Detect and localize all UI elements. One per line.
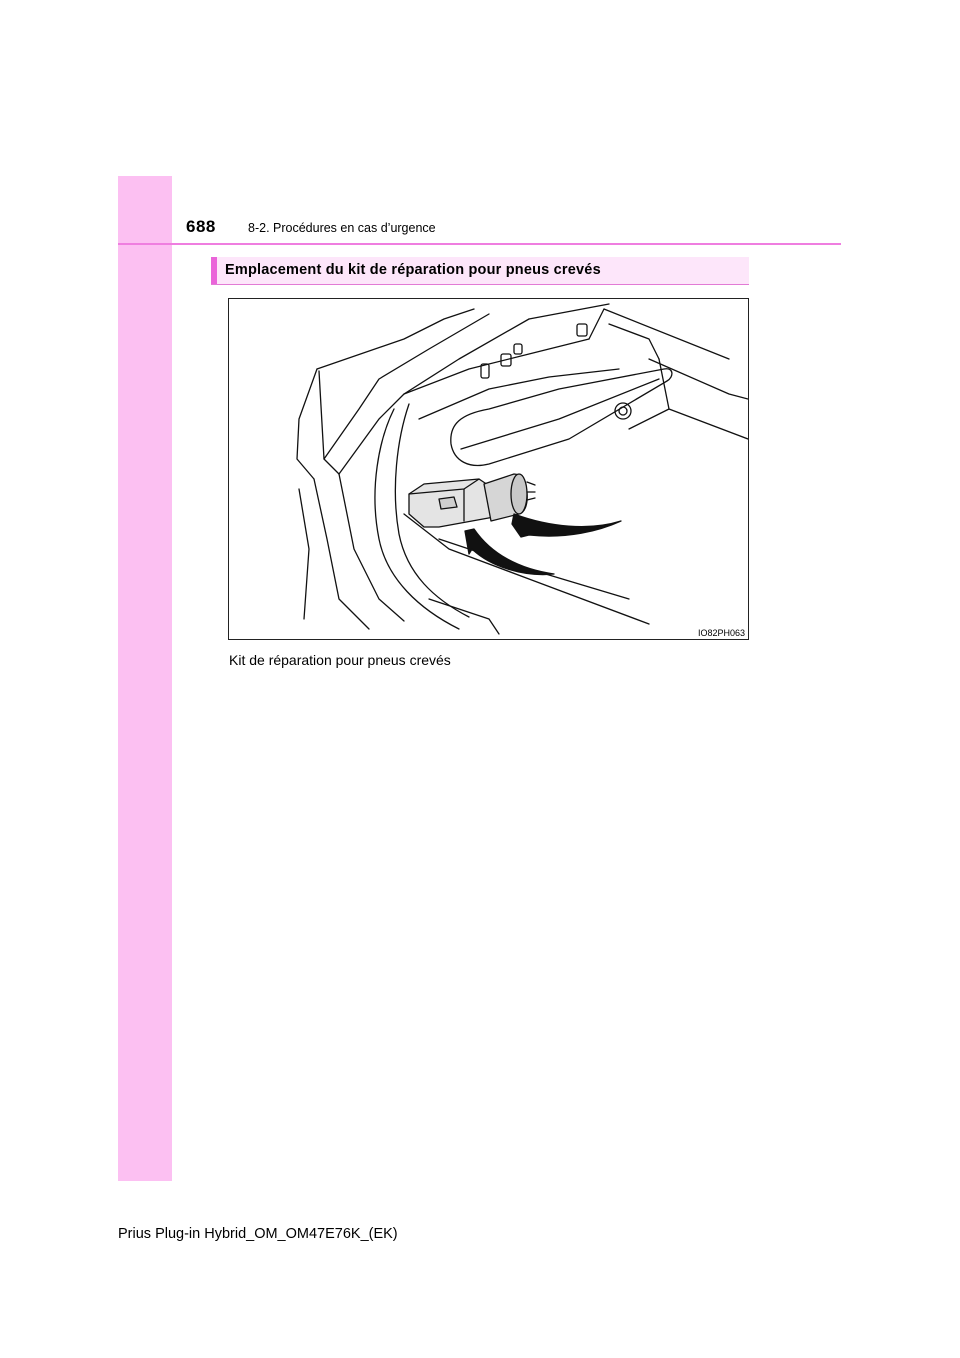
lid-edge-line <box>317 309 474 369</box>
page-number: 688 <box>186 217 216 236</box>
section-title: 8-2. Procédures en cas d’urgence <box>248 221 436 235</box>
figure-caption: Kit de réparation pour pneus crevés <box>229 652 451 668</box>
heading-text: Emplacement du kit de réparation pour pneus crevés <box>225 262 601 278</box>
footer-document-id: Prius Plug-in Hybrid_OM_OM47E76K_(EK) <box>118 1226 398 1242</box>
section-heading <box>211 257 749 285</box>
heading-marker <box>211 257 217 284</box>
arrow-upper <box>512 514 621 537</box>
trunk-illustration <box>228 298 749 640</box>
header-rule <box>118 243 841 245</box>
chapter-sidebar-tab <box>118 176 172 1181</box>
trunk-line-drawing <box>229 299 748 639</box>
figure-code: IO82PH063 <box>697 628 745 638</box>
cover-panel <box>451 369 672 466</box>
